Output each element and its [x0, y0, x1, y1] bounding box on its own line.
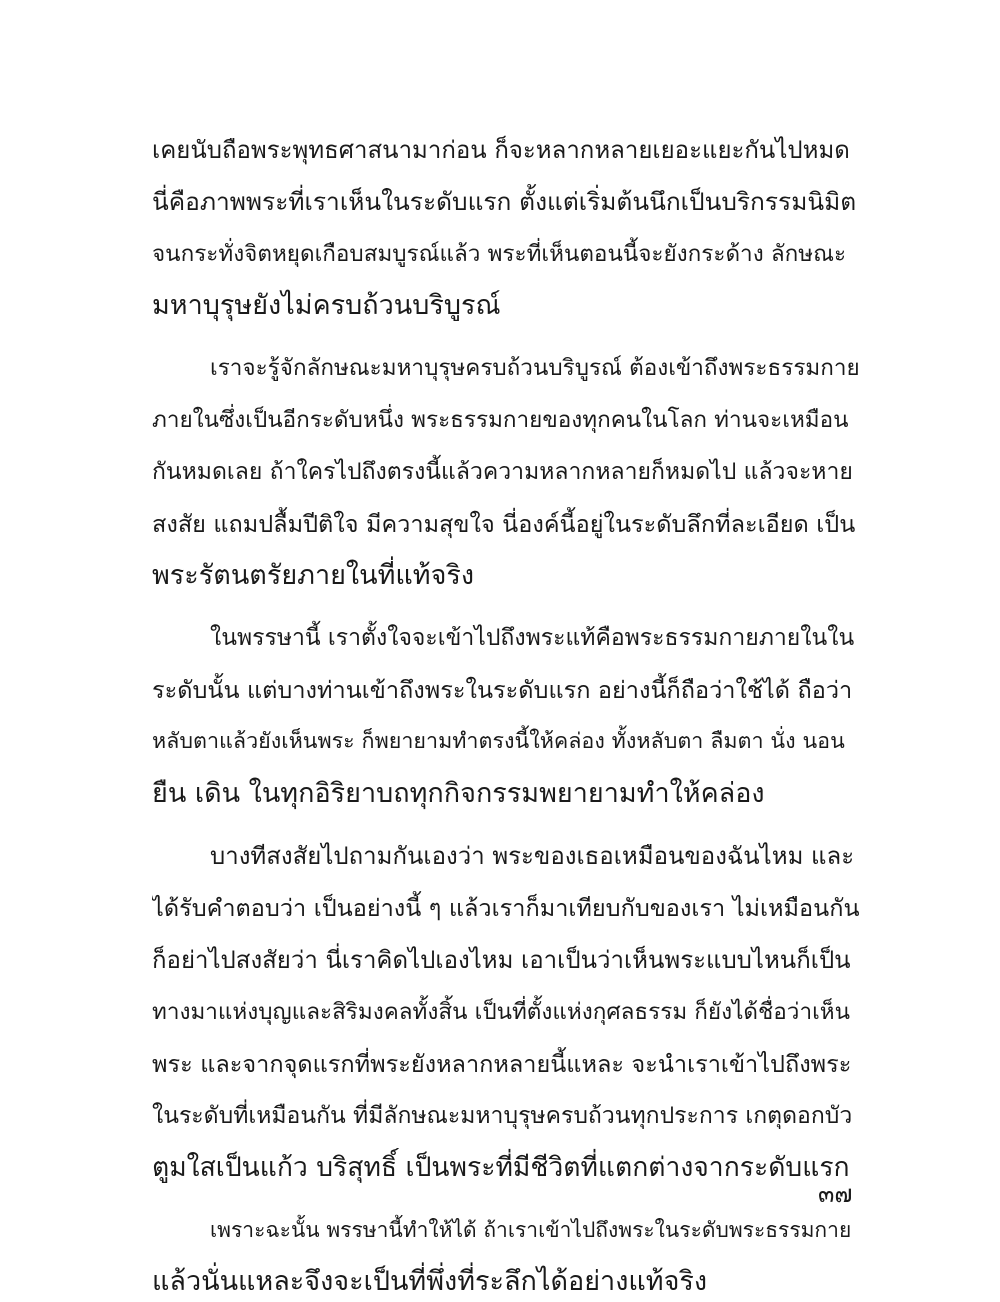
- text-line: เพราะฉะนั้น พรรษานี้ทำให้ได้ ถ้าเราเข้าไปถึงพระในระดับพระธรรมกาย: [210, 1218, 852, 1242]
- text-line: ทางมาแห่งบุญและสิริมงคลทั้งสิ้น เป็นที่ตั้งแห่งกุศลธรรม ก็ยังได้ชื่อว่าเห็น: [152, 999, 850, 1025]
- text-line: สงสัย แถมปลื้มปีติใจ มีความสุขใจ นี่องค์นี้อยู่ในระดับลึกที่ละเอียด เป็น: [152, 510, 856, 538]
- text-line: ในพรรษานี้ เราตั้งใจจะเข้าไปถึงพระแท้คือพระธรรมกายภายในใน: [210, 625, 855, 651]
- text-line: เคยนับถือพระพุทธศาสนามาก่อน ก็จะหลากหลายเยอะแยะกันไปหมด: [152, 136, 850, 164]
- text-line: นี่คือภาพพระที่เราเห็นในระดับแรก ตั้งแต่เริ่มต้นนึกเป็นบริกรรมนิมิต: [152, 187, 857, 216]
- text-line: ก็อย่าไปสงสัยว่า นี่เราคิดไปเองไหม เอาเป็นว่าเห็นพระแบบไหนก็เป็น: [152, 946, 851, 974]
- text-line: กันหมดเลย ถ้าใครไปถึงตรงนี้แล้วความหลากหลายก็หมดไป แล้วจะหาย: [152, 459, 853, 485]
- text-line: ตูมใสเป็นแก้ว บริสุทธิ์ เป็นพระที่มีชีวิตที่แตกต่างจากระดับแรก: [152, 1152, 850, 1183]
- text-line: มหาบุรุษยังไม่ครบถ้วนบริบูรณ์: [152, 290, 501, 321]
- text-line: ได้รับคำตอบว่า เป็นอย่างนี้ ๆ แล้วเราก็มาเทียบกับของเรา ไม่เหมือนกัน: [152, 894, 860, 922]
- text-line: ระดับนั้น แต่บางท่านเข้าถึงพระในระดับแรก อย่างนี้ก็ถือว่าใช้ได้ ถือว่า: [152, 676, 853, 704]
- text-line: ยืน เดิน ในทุกอิริยาบถทุกกิจกรรมพยายามทำให้คล่อง: [152, 778, 765, 809]
- text-line: แล้วนั่นแหละจึงจะเป็นที่พึ่งที่ระลึกได้อย่างแท้จริง: [152, 1266, 708, 1297]
- text-line: จนกระทั่งจิตหยุดเกือบสมบูรณ์แล้ว พระที่เห็นตอนนี้จะยังกระด้าง ลักษณะ: [152, 241, 847, 267]
- text-line: พระรัตนตรัยภายในที่แท้จริง: [152, 560, 475, 591]
- text-line: หลับตาแล้วยังเห็นพระ ก็พยายามทำตรงนี้ให้คล่อง ทั้งหลับตา ลืมตา นั่ง นอน: [152, 729, 845, 754]
- text-line: บางทีสงสัยไปถามกันเองว่า พระของเธอเหมือนของฉันไหม และ: [210, 842, 855, 870]
- text-line: เราจะรู้จักลักษณะมหาบุรุษครบถ้วนบริบูรณ์ ต้องเข้าถึงพระธรรมกาย: [210, 355, 860, 381]
- text-line: พระ และจากจุดแรกที่พระยังหลากหลายนี้แหละ จะนำเราเข้าไปถึงพระ: [152, 1050, 852, 1078]
- page-number: ๓๗: [818, 1180, 853, 1208]
- text-line: ในระดับที่เหมือนกัน ที่มีลักษณะมหาบุรุษครบถ้วนทุกประการ เกตุดอกบัว: [152, 1103, 853, 1129]
- text-line: ภายในซึ่งเป็นอีกระดับหนึ่ง พระธรรมกายของทุกคนในโลก ท่านจะเหมือน: [152, 407, 849, 433]
